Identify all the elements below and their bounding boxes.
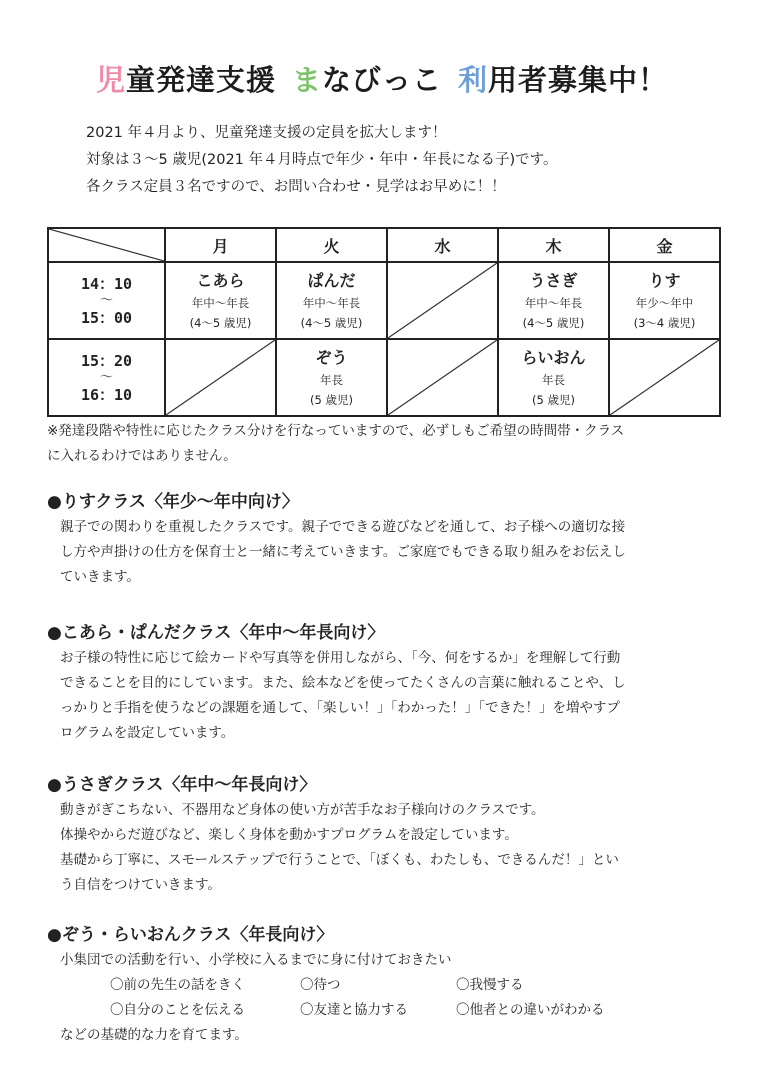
class-name: りす	[648, 270, 681, 290]
section-body	[60, 798, 727, 898]
body-line: 親子での関わりを重視したクラスです。親子でできる遊びなどを通して、お子様への適切な接	[60, 519, 626, 535]
timetable-row-slot-2	[48, 339, 720, 416]
section-title: ●うさぎクラス〈年中～年長向け〉	[47, 775, 317, 795]
timetable-header-row	[48, 228, 720, 262]
class-grade: 年長	[320, 372, 343, 387]
time-slot-2	[48, 339, 165, 416]
cell-risu	[609, 262, 720, 339]
class-grade: 年中～年長	[302, 295, 361, 310]
section-title: ●ぞう・らいおんクラス〈年長向け〉	[47, 925, 334, 945]
section-body	[60, 515, 727, 590]
cell-empty	[387, 262, 498, 339]
section-title: ●こあら・ぱんだクラス〈年中～年長向け〉	[47, 623, 385, 643]
time-slot-1	[48, 262, 165, 339]
timetable-note	[47, 419, 727, 469]
class-grade: 年中～年長	[524, 295, 583, 310]
body-line: ていきます。	[60, 569, 140, 585]
cell-usagi	[498, 262, 609, 339]
section-risu	[47, 489, 727, 590]
title-accent-ri: 利	[458, 63, 489, 97]
goal-item: 〇待つ	[300, 977, 341, 993]
body-line: 小集団での活動を行い、小学校に入るまでに身に付けておきたい	[60, 952, 452, 968]
class-name: こあら	[196, 270, 245, 290]
section-body	[60, 948, 727, 973]
goal-item: 〇我慢する	[456, 977, 524, 993]
section-body	[60, 646, 727, 746]
goal-row	[60, 998, 727, 1023]
cell-empty	[165, 339, 276, 416]
goal-list	[60, 973, 727, 1023]
body-line: っかりと手指を使うなどの課題を通して、「楽しい！」「わかった！」「できた！」を増やすプ	[60, 700, 620, 716]
section-body	[60, 1023, 727, 1048]
intro-line: 各クラス定員３名ですので、お問い合わせ・見学はお早めに！！	[86, 179, 506, 195]
class-grade: 年少～年中	[635, 295, 694, 310]
title-part-1: 童発達支援	[125, 63, 276, 97]
note-line: に入れるわけではありません。	[47, 448, 237, 464]
class-ages: (3～4 歳児)	[633, 315, 696, 330]
class-name: ぱんだ	[307, 270, 356, 290]
body-line: できることを目的にしています。また、絵本などを使ってたくさんの言葉に触れることや、し	[60, 675, 626, 691]
title-part-2: なびっこ	[322, 63, 443, 97]
title-part-3: 用者募集中！	[488, 63, 669, 97]
cell-empty	[387, 339, 498, 416]
body-line: し方や声掛けの仕方を保育士と一緒に考えていきます。ご家庭でもできる取り組みをお伝えし	[60, 544, 626, 560]
day-header-tue: 火	[276, 228, 387, 262]
body-line: お子様の特性に応じて絵カードや写真等を併用しながら、「今、何をするか」を理解して行動	[60, 650, 621, 666]
class-timetable	[47, 227, 721, 417]
page-title	[0, 58, 764, 99]
time-end: 16：10	[80, 385, 133, 404]
intro-text	[86, 120, 558, 201]
class-ages: (4～5 歳児)	[522, 315, 585, 330]
time-start: 14：10	[80, 274, 133, 293]
cell-koala	[165, 262, 276, 339]
class-ages: (4～5 歳児)	[300, 315, 363, 330]
body-line: ログラムを設定しています。	[60, 725, 235, 741]
section-title: ●りすクラス〈年少～年中向け〉	[47, 492, 299, 512]
class-name: ぞう	[315, 347, 348, 367]
day-header-thu: 木	[498, 228, 609, 262]
goal-item: 〇自分のことを伝える	[110, 1002, 245, 1018]
note-line: ※発達段階や特性に応じたクラス分けを行なっていますので、必ずしもご希望の時間帯・クラス	[47, 423, 625, 439]
body-line: う自信をつけていきます。	[60, 877, 221, 893]
class-grade: 年長	[542, 372, 565, 387]
section-zou-raion	[47, 922, 727, 1048]
day-header-wed: 水	[387, 228, 498, 262]
class-name: らいおん	[521, 347, 586, 367]
class-grade: 年中～年長	[191, 295, 250, 310]
class-ages: (4～5 歳児)	[189, 315, 252, 330]
cell-zou	[276, 339, 387, 416]
class-ages: (5 歳児)	[532, 392, 575, 407]
time-tilde: ～	[99, 292, 113, 308]
goal-row	[60, 973, 727, 998]
cell-panda	[276, 262, 387, 339]
body-line: 動きがぎこちない、不器用など身体の使い方が苦手なお子様向けのクラスです。	[60, 802, 545, 818]
cell-empty	[609, 339, 720, 416]
title-accent-ji: 児	[95, 63, 126, 97]
class-name: うさぎ	[529, 270, 578, 290]
timetable-corner	[48, 228, 165, 262]
class-ages: (5 歳児)	[310, 392, 353, 407]
cell-raion	[498, 339, 609, 416]
goal-item: 〇前の先生の話をきく	[110, 977, 245, 993]
goal-item: 〇友達と協力する	[300, 1002, 408, 1018]
intro-line: 対象は３～5 歳児(2021 年４月時点で年少・年中・年長になる子)です。	[86, 152, 558, 168]
title-accent-ma: ま	[291, 63, 322, 97]
body-line: などの基礎的な力を育てます。	[60, 1027, 248, 1043]
day-header-mon: 月	[165, 228, 276, 262]
body-line: 基礎から丁寧に、スモールステップで行うことで、「ぼくも、わたしも、できるんだ！」とい	[60, 852, 619, 868]
section-usagi	[47, 772, 727, 898]
timetable-row-slot-1	[48, 262, 720, 339]
intro-line: 2021 年４月より、児童発達支援の定員を拡大します！	[86, 125, 447, 141]
goal-item: 〇他者との違いがわかる	[456, 1002, 605, 1018]
time-end: 15：00	[80, 308, 133, 327]
section-koala-panda	[47, 620, 727, 746]
time-start: 15：20	[80, 351, 133, 370]
body-line: 体操やからだ遊びなど、楽しく身体を動かすプログラムを設定しています。	[60, 827, 518, 843]
time-tilde: ～	[99, 369, 113, 385]
day-header-fri: 金	[609, 228, 720, 262]
